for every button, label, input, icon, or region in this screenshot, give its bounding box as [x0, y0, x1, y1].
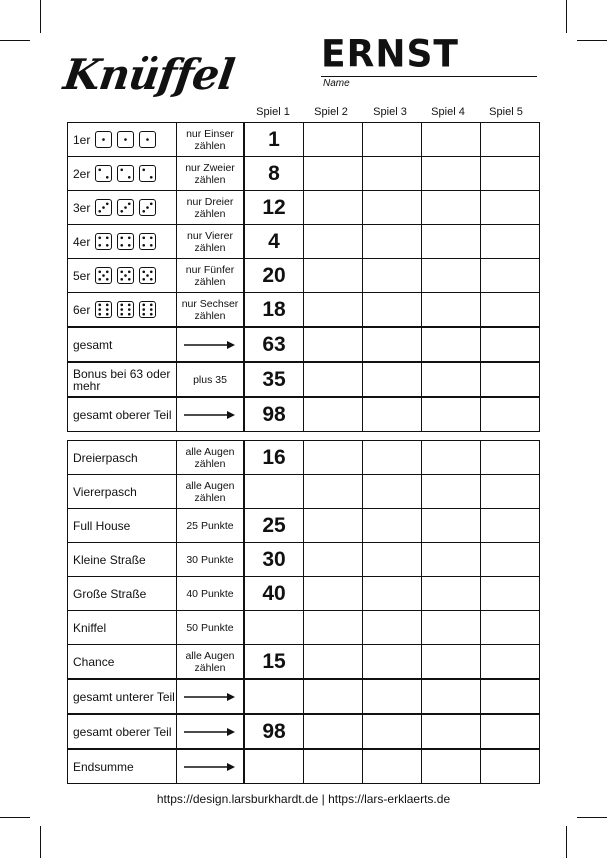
score-cell[interactable] [363, 123, 422, 157]
score-cell[interactable]: 98 [244, 397, 304, 432]
footer-links: https://design.larsburkhardt.de | https://lars-erklaerts.de [156, 792, 451, 806]
score-cell[interactable] [422, 749, 481, 784]
score-cell[interactable] [363, 714, 422, 749]
row-label-text: Große Straße [73, 586, 147, 601]
score-cell[interactable] [481, 611, 540, 645]
arrow-cell [177, 397, 245, 432]
score-cell[interactable] [304, 679, 363, 714]
row-label-text: gesamt unterer Teil [73, 689, 175, 704]
crop-mark [577, 817, 607, 818]
row-label [68, 259, 177, 293]
scoring-hint: 25 Punkte [177, 509, 245, 543]
name-underline [321, 76, 537, 77]
score-cell[interactable] [363, 441, 422, 475]
lower-row [68, 577, 540, 611]
scoring-hint: nur Dreier zählen [177, 191, 245, 225]
crop-mark [40, 826, 41, 858]
score-cell[interactable] [422, 397, 481, 432]
lower-row [68, 475, 540, 509]
score-cell[interactable] [304, 157, 363, 191]
score-cell[interactable] [481, 327, 540, 362]
row-label [68, 611, 177, 645]
die-face-icon [95, 233, 112, 250]
row-label-text: gesamt oberer Teil [73, 724, 172, 739]
scoring-hint: 40 Punkte [177, 577, 245, 611]
scoring-hint: nur Einser zählen [177, 123, 245, 157]
arrow-right-icon [184, 727, 236, 737]
arrow-cell [177, 749, 245, 784]
crop-mark [566, 826, 567, 858]
score-cell[interactable] [363, 577, 422, 611]
upper-row-2er [68, 157, 540, 191]
score-cell[interactable] [481, 679, 540, 714]
row-label [68, 397, 177, 432]
score-cell[interactable] [481, 509, 540, 543]
score-cell[interactable]: 12 [244, 191, 304, 225]
crop-mark [40, 0, 41, 33]
die-face-icon [95, 165, 112, 182]
lower-row [68, 543, 540, 577]
score-cell[interactable] [422, 441, 481, 475]
upper-section-table [67, 122, 540, 432]
score-cell[interactable] [304, 714, 363, 749]
die-face-icon [95, 131, 112, 148]
score-cell[interactable]: 63 [244, 327, 304, 362]
score-cell[interactable]: 20 [244, 259, 304, 293]
logo: Knüffel [60, 50, 237, 99]
row-label-text: Dreierpasch [73, 450, 138, 465]
die-face-icon [95, 199, 112, 216]
column-header-spiel-3: Spiel 3 [373, 106, 407, 118]
score-cell[interactable]: 40 [244, 577, 304, 611]
row-label-text: Bonus bei 63 oder mehr [73, 366, 171, 393]
name-caption: Name [323, 78, 350, 89]
score-cell[interactable] [363, 362, 422, 397]
scoring-hint: 50 Punkte [177, 611, 245, 645]
player-name[interactable]: ERNST [321, 32, 459, 77]
arrow-right-icon [184, 340, 236, 350]
scoring-hint: nur Vierer zählen [177, 225, 245, 259]
score-cell[interactable] [481, 123, 540, 157]
scoring-hint: 30 Punkte [177, 543, 245, 577]
die-face-icon [139, 301, 156, 318]
score-cell[interactable] [481, 645, 540, 680]
score-cell[interactable]: 18 [244, 293, 304, 328]
score-cell[interactable] [422, 543, 481, 577]
score-cell[interactable] [422, 475, 481, 509]
row-label-text: Viererpasch [73, 484, 137, 499]
score-cell[interactable] [422, 509, 481, 543]
upper-row-5er [68, 259, 540, 293]
score-cell[interactable] [363, 259, 422, 293]
score-cell[interactable] [422, 327, 481, 362]
score-cell[interactable] [422, 362, 481, 397]
row-label [68, 362, 177, 397]
row-label-text: Endsumme [73, 759, 134, 774]
upper-row-1er [68, 123, 540, 157]
score-cell[interactable] [422, 123, 481, 157]
score-cell[interactable]: 30 [244, 543, 304, 577]
arrow-right-icon [184, 762, 236, 772]
score-cell[interactable] [481, 293, 540, 328]
score-cell[interactable] [304, 327, 363, 362]
column-header-spiel-4: Spiel 4 [431, 106, 465, 118]
upper-row-total_upper [68, 397, 540, 432]
score-cell[interactable]: 1 [244, 123, 304, 157]
score-cell[interactable] [481, 157, 540, 191]
score-cell[interactable] [363, 543, 422, 577]
row-label-text: 6er [73, 302, 91, 317]
score-cell[interactable] [422, 577, 481, 611]
column-header-spiel-1: Spiel 1 [256, 106, 290, 118]
score-cell[interactable] [244, 611, 304, 645]
scoring-hint: nur Sechser zählen [177, 293, 245, 328]
score-cell[interactable] [363, 191, 422, 225]
score-cell[interactable] [422, 293, 481, 328]
score-cell[interactable] [304, 293, 363, 328]
score-cell[interactable] [422, 611, 481, 645]
row-label-text: 4er [73, 234, 91, 249]
scoring-hint: alle Augen zählen [177, 475, 245, 509]
arrow-right-icon [184, 692, 236, 702]
die-face-icon [117, 131, 134, 148]
score-cell[interactable] [422, 645, 481, 680]
row-label-text: 2er [73, 166, 91, 181]
row-label-text: gesamt [73, 337, 113, 352]
upper-row-total [68, 327, 540, 362]
die-face-icon [117, 301, 134, 318]
lower-row [68, 645, 540, 680]
score-cell[interactable]: 35 [244, 362, 304, 397]
row-label [68, 645, 177, 680]
score-cell[interactable] [304, 123, 363, 157]
die-face-icon [95, 267, 112, 284]
score-cell[interactable] [304, 397, 363, 432]
scoring-hint: nur Zweier zählen [177, 157, 245, 191]
score-cell[interactable] [244, 679, 304, 714]
score-cell[interactable] [481, 259, 540, 293]
crop-mark [577, 40, 607, 41]
score-cell[interactable]: 15 [244, 645, 304, 680]
lower-row [68, 441, 540, 475]
score-cell[interactable]: 8 [244, 157, 304, 191]
lower-row [68, 509, 540, 543]
score-cell[interactable] [363, 475, 422, 509]
lower-row [68, 611, 540, 645]
die-face-icon [117, 165, 134, 182]
row-label-text: Kleine Straße [73, 552, 146, 567]
row-label [68, 441, 177, 475]
score-cell[interactable] [304, 225, 363, 259]
score-cell[interactable] [363, 611, 422, 645]
upper-row-6er [68, 293, 540, 328]
crop-mark [0, 817, 30, 818]
score-cell[interactable]: 4 [244, 225, 304, 259]
score-cell[interactable] [481, 577, 540, 611]
score-cell[interactable] [304, 259, 363, 293]
arrow-cell [177, 679, 245, 714]
row-label-text: 1er [73, 132, 91, 147]
row-label [68, 679, 177, 714]
score-cell[interactable] [481, 714, 540, 749]
score-cell[interactable]: 25 [244, 509, 304, 543]
upper-row-3er [68, 191, 540, 225]
die-face-icon [117, 233, 134, 250]
score-cell[interactable] [481, 441, 540, 475]
scoring-hint: alle Augen zählen [177, 645, 245, 680]
score-cell[interactable] [422, 157, 481, 191]
arrow-cell [177, 327, 245, 362]
score-cell[interactable] [304, 441, 363, 475]
score-cell[interactable] [363, 645, 422, 680]
scoring-hint: nur Fünfer zählen [177, 259, 245, 293]
score-cell[interactable] [304, 543, 363, 577]
score-cell[interactable] [304, 475, 363, 509]
score-cell[interactable] [422, 679, 481, 714]
die-face-icon [139, 267, 156, 284]
score-cell[interactable]: 98 [244, 714, 304, 749]
column-header-spiel-2: Spiel 2 [314, 106, 348, 118]
die-face-icon [139, 233, 156, 250]
scoring-hint: plus 35 [177, 362, 245, 397]
row-label [68, 327, 177, 362]
arrow-cell [177, 714, 245, 749]
row-label [68, 577, 177, 611]
score-cell[interactable] [363, 679, 422, 714]
scoring-hint: alle Augen zählen [177, 441, 245, 475]
crop-mark [0, 40, 30, 41]
score-cell[interactable] [422, 225, 481, 259]
row-label [68, 191, 177, 225]
score-cell[interactable] [363, 293, 422, 328]
row-label [68, 509, 177, 543]
row-label [68, 293, 177, 328]
row-label [68, 157, 177, 191]
crop-mark [566, 0, 567, 33]
score-cell[interactable] [481, 225, 540, 259]
row-label [68, 749, 177, 784]
score-cell[interactable] [422, 714, 481, 749]
die-face-icon [139, 165, 156, 182]
row-label [68, 123, 177, 157]
score-cell[interactable]: 16 [244, 441, 304, 475]
die-face-icon [95, 301, 112, 318]
score-cell[interactable] [363, 397, 422, 432]
score-cell[interactable] [481, 543, 540, 577]
score-cell[interactable] [363, 327, 422, 362]
score-cell[interactable] [422, 191, 481, 225]
score-cell[interactable] [481, 191, 540, 225]
score-cell[interactable] [244, 749, 304, 784]
row-label-text: Kniffel [73, 620, 107, 635]
score-cell[interactable] [304, 645, 363, 680]
row-label-text: Full House [73, 518, 131, 533]
row-label-text: Chance [73, 654, 115, 669]
die-face-icon [117, 199, 134, 216]
row-label-text: gesamt oberer Teil [73, 407, 172, 422]
score-cell[interactable] [363, 749, 422, 784]
die-face-icon [117, 267, 134, 284]
upper-row-4er [68, 225, 540, 259]
row-label [68, 475, 177, 509]
row-label-text: 3er [73, 200, 91, 215]
lower-section-table [67, 440, 540, 784]
die-face-icon [139, 199, 156, 216]
lower-row-grand_total [68, 749, 540, 784]
score-cell[interactable] [304, 191, 363, 225]
score-cell[interactable] [481, 397, 540, 432]
score-cell[interactable] [363, 157, 422, 191]
score-cell[interactable] [481, 362, 540, 397]
row-label [68, 543, 177, 577]
row-label [68, 225, 177, 259]
score-cell[interactable] [304, 749, 363, 784]
score-cell[interactable] [481, 475, 540, 509]
upper-row-bonus [68, 362, 540, 397]
die-face-icon [139, 131, 156, 148]
row-label-text: 5er [73, 268, 91, 283]
score-cell[interactable] [244, 475, 304, 509]
score-cell[interactable] [304, 611, 363, 645]
score-cell[interactable] [304, 577, 363, 611]
lower-row-total_upper [68, 714, 540, 749]
row-label [68, 714, 177, 749]
score-cell[interactable] [363, 509, 422, 543]
column-header-spiel-5: Spiel 5 [489, 106, 523, 118]
score-cell[interactable] [304, 509, 363, 543]
score-cell[interactable] [304, 362, 363, 397]
lower-row-total_lower [68, 679, 540, 714]
score-cell[interactable] [481, 749, 540, 784]
score-cell[interactable] [363, 225, 422, 259]
score-cell[interactable] [422, 259, 481, 293]
arrow-right-icon [184, 410, 236, 420]
